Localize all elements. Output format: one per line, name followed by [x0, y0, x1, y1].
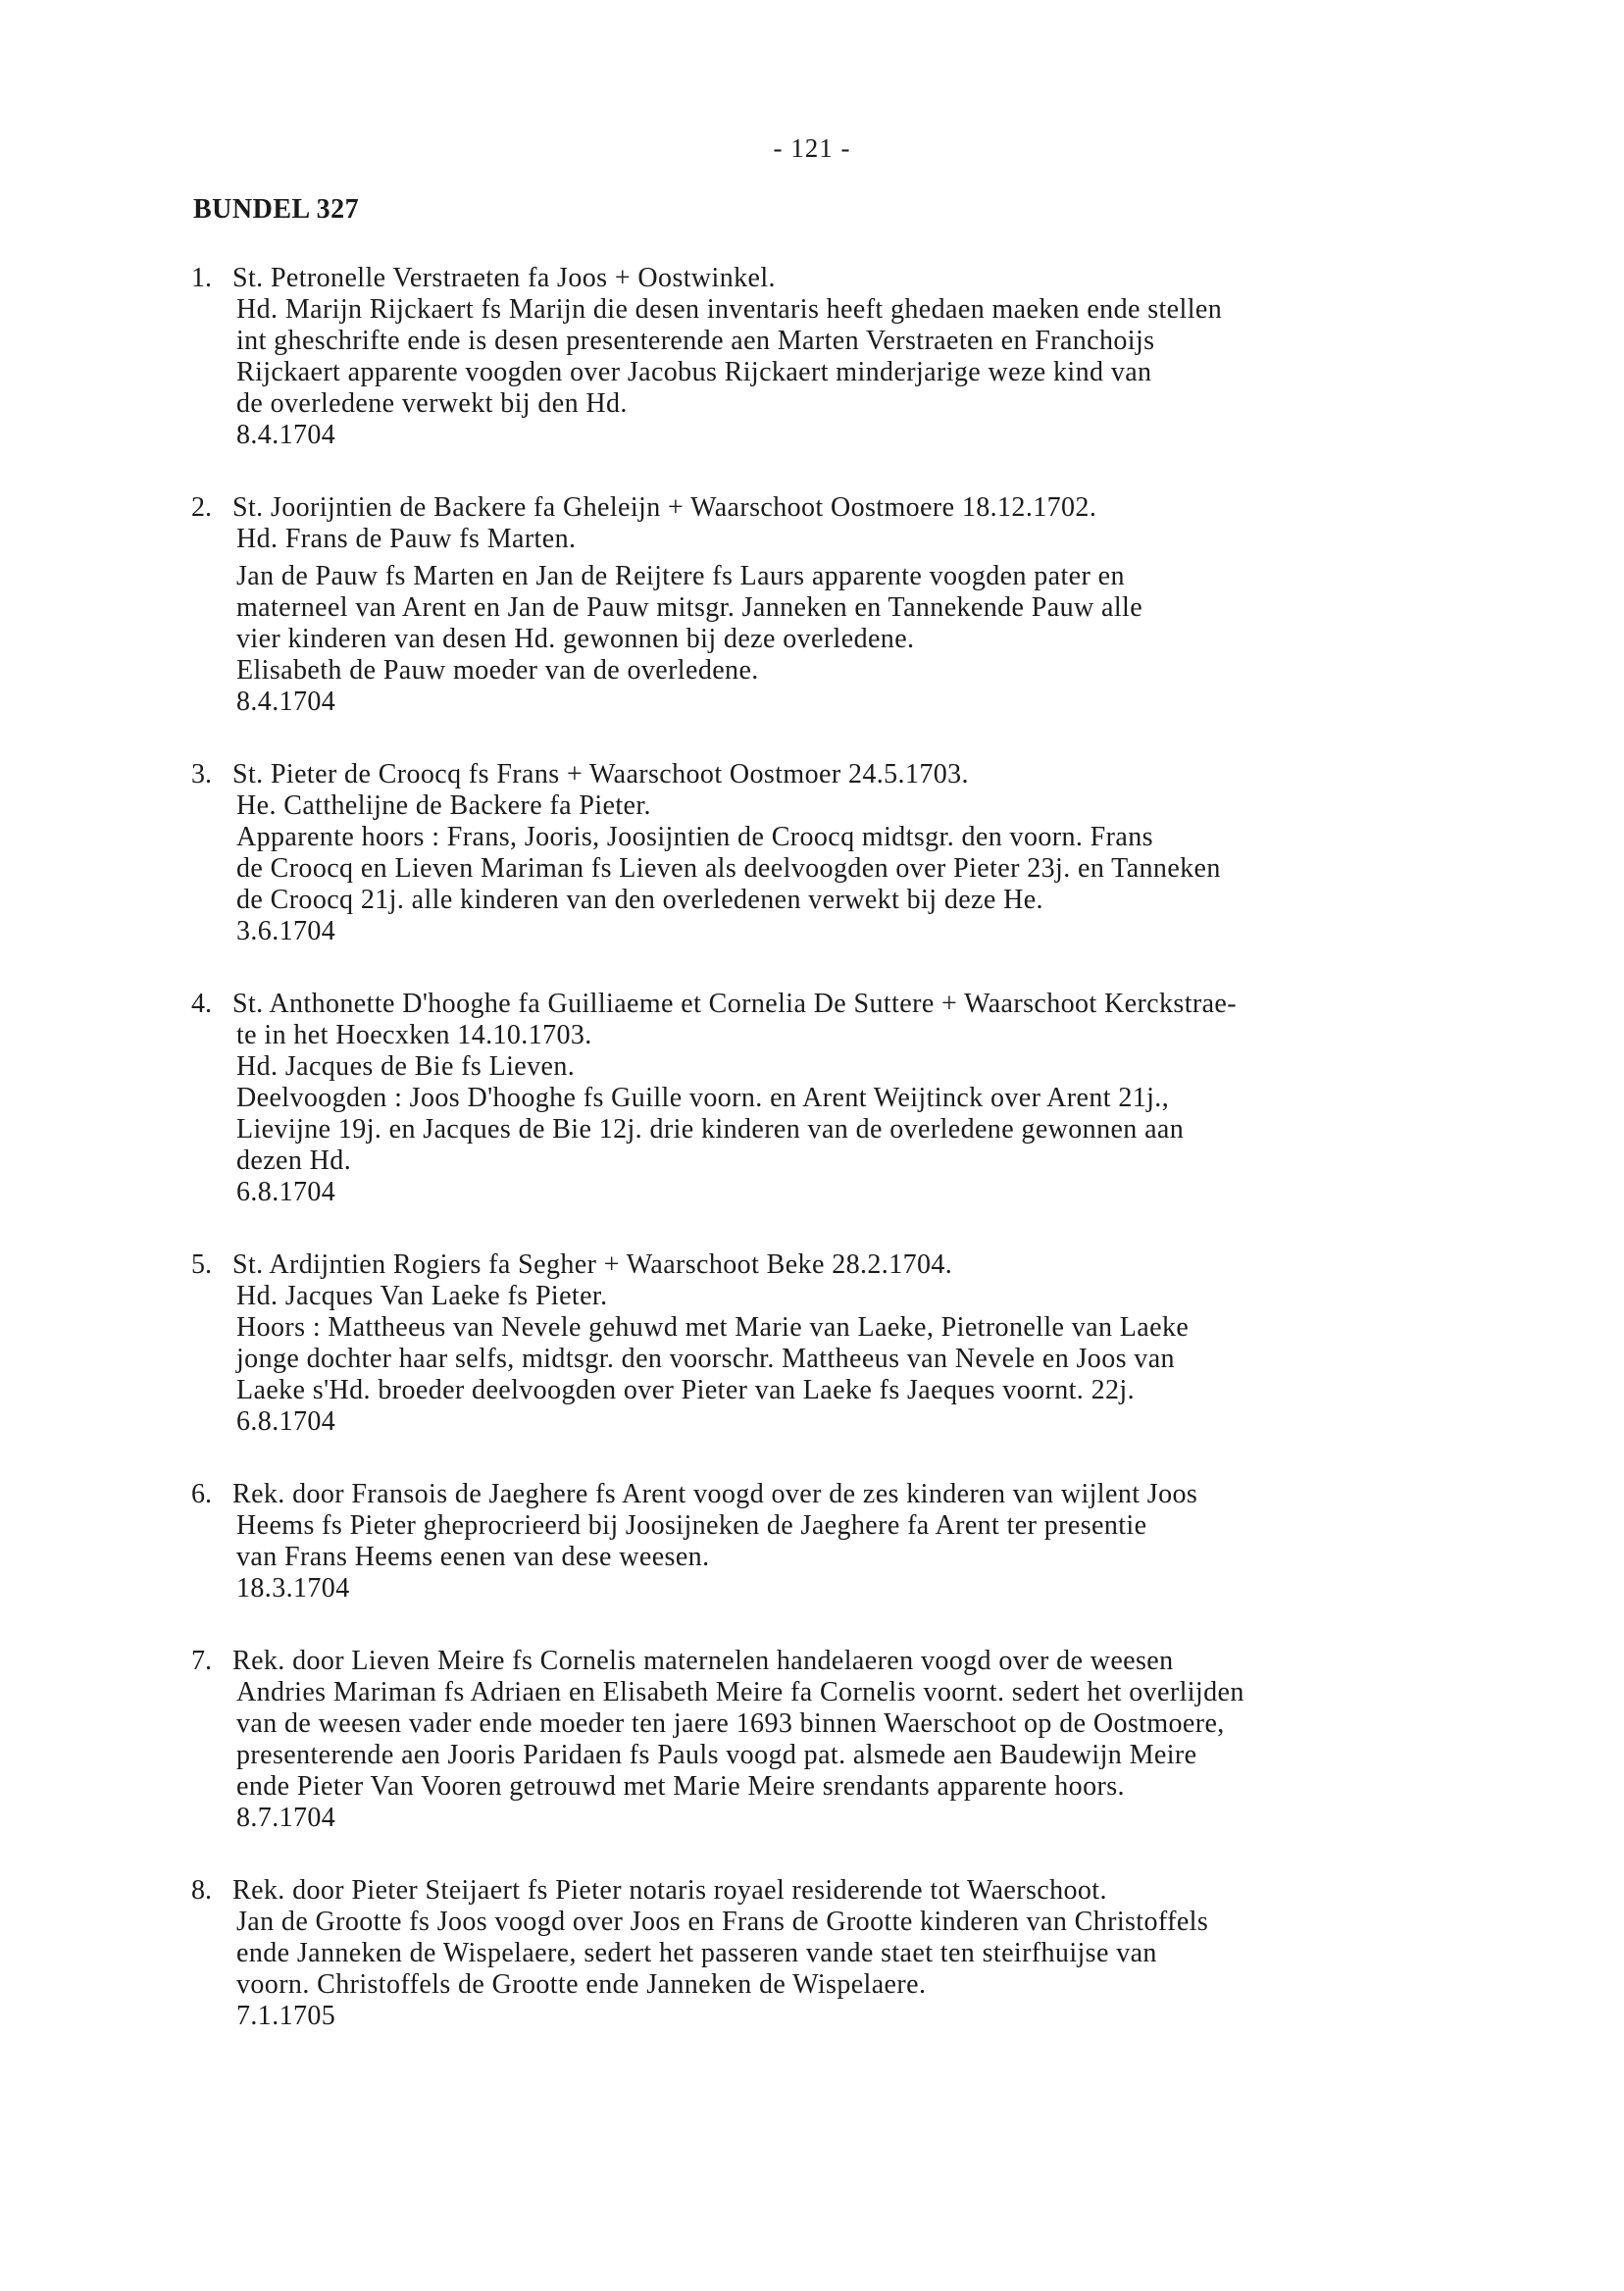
entry-body: [232, 759, 1584, 947]
entry-line: Hd. Jacques Van Laeke fs Pieter.: [236, 1281, 608, 1311]
entry-line: Hd. Jacques de Bie fs Lieven.: [236, 1051, 576, 1082]
entry-line: Rek. door Pieter Steijaert fs Pieter notaris royael residerende tot Waerschoot.: [232, 1875, 1107, 1906]
entry-line: de Croocq en Lieven Mariman fs Lieven als deelvoogden over Pieter 23j. en Tanneken: [236, 853, 1221, 884]
entry-line: He. Catthelijne de Backere fa Pieter.: [236, 790, 651, 821]
entry-7: [191, 1646, 1584, 1834]
entry-line: Andries Mariman fs Adriaen en Elisabeth Meire fa Cornelis voornt. sedert het overlijden: [236, 1677, 1244, 1707]
entry-8: [191, 1875, 1584, 2032]
entry-date: 8.4.1704: [236, 687, 336, 717]
entry-date: 8.7.1704: [236, 1803, 336, 1833]
entry-number: 6.: [191, 1479, 212, 1509]
entry-line: Heems fs Pieter gheprocrieerd bij Joosijneken de Jaeghere fa Arent ter presentie: [236, 1510, 1147, 1541]
entry-line: Hd. Marijn Rijckaert fs Marijn die desen inventaris heeft ghedaen maeken ende stellen: [236, 294, 1223, 325]
entry-line: int gheschrifte ende is desen presenterende aen Marten Verstraeten en Franchoijs: [236, 326, 1155, 356]
entry-line: dezen Hd.: [236, 1146, 352, 1176]
entry-line: jonge dochter haar selfs, midtsgr. den voorschr. Mattheeus van Nevele en Joos van: [236, 1344, 1175, 1374]
entry-line: vier kinderen van desen Hd. gewonnen bij deze overledene.: [236, 624, 915, 654]
entry-line: de Croocq 21j. alle kinderen van den overledenen verwekt bij deze He.: [236, 885, 1043, 915]
entry-line: van de weesen vader ende moeder ten jaere 1693 binnen Waerschoot op de Oostmoere,: [236, 1708, 1225, 1739]
entry-number: 5.: [191, 1249, 212, 1280]
entry-line: de overledene verwekt bij den Hd.: [236, 388, 628, 419]
entry-number: 3.: [191, 759, 212, 789]
entry-line: Laeke s'Hd. broeder deelvoogden over Pieter van Laeke fs Jaeques voornt. 22j.: [236, 1375, 1135, 1405]
entry-number: 1.: [191, 263, 212, 293]
entry-line: Jan de Grootte fs Joos voogd over Joos en Frans de Grootte kinderen van Christoffels: [236, 1907, 1209, 1937]
entry-body: [232, 1875, 1584, 2032]
entry-date: 7.1.1705: [236, 2001, 336, 2031]
entry-body: [232, 1479, 1584, 1604]
entry-line: St. Petronelle Verstraeten fa Joos + Oostwinkel.: [232, 263, 776, 293]
entry-line: materneel van Arent en Jan de Pauw mitsgr. Janneken en Tannekende Pauw alle: [236, 592, 1143, 623]
entry-date: 3.6.1704: [236, 916, 336, 946]
entry-line: Elisabeth de Pauw moeder van de overledene.: [236, 655, 759, 686]
entry-line: Deelvoogden : Joos D'hooghe fs Guille voorn. en Arent Weijtinck over Arent 21j.,: [236, 1083, 1170, 1113]
entry-date: 6.8.1704: [236, 1177, 336, 1207]
entry-number: 4.: [191, 989, 212, 1019]
entry-date: 6.8.1704: [236, 1406, 336, 1437]
entry-number: 2.: [191, 492, 212, 523]
entry-line: St. Joorijntien de Backere fa Gheleijn + Waarschoot Oostmoere 18.12.1702.: [232, 492, 1097, 523]
entry-6: [191, 1479, 1584, 1604]
entry-2: [191, 492, 1584, 718]
entry-line: St. Pieter de Croocq fs Frans + Waarschoot Oostmoer 24.5.1703.: [232, 759, 969, 789]
entry-date: 18.3.1704: [236, 1573, 350, 1604]
entry-body: [232, 492, 1584, 718]
entry-line: van Frans Heems eenen van dese weesen.: [236, 1542, 710, 1572]
entry-line: presenterende aen Jooris Paridaen fs Pauls voogd pat. alsmede aen Baudewijn Meire: [236, 1740, 1197, 1770]
entry-line: St. Anthonette D'hooghe fa Guilliaeme et Cornelia De Suttere + Waarschoot Kerckstrae-: [232, 989, 1237, 1019]
entry-line: Apparente hoors : Frans, Jooris, Joosijntien de Croocq midtsgr. den voorn. Frans: [236, 822, 1153, 852]
entry-line: Jan de Pauw fs Marten en Jan de Reijtere fs Laurs apparente voogden pater en: [236, 561, 1125, 591]
entry-line: Rek. door Fransois de Jaeghere fs Arent voogd over de zes kinderen van wijlent Joos: [232, 1479, 1198, 1509]
entry-number: 8.: [191, 1875, 212, 1906]
entry-number: 7.: [191, 1646, 212, 1676]
entry-date: 8.4.1704: [236, 420, 336, 450]
entry-line: Hoors : Mattheeus van Nevele gehuwd met Marie van Laeke, Pietronelle van Laeke: [236, 1312, 1190, 1343]
entry-line: Rijckaert apparente voogden over Jacobus Rijckaert minderjarige weze kind van: [236, 357, 1152, 387]
entries-list: [191, 263, 1584, 2073]
entry-line: voorn. Christoffels de Grootte ende Janneken de Wispelaere.: [236, 1969, 927, 2000]
entry-line: Rek. door Lieven Meire fs Cornelis maternelen handelaeren voogd over de weesen: [232, 1646, 1174, 1676]
entry-line: St. Ardijntien Rogiers fa Segher + Waarschoot Beke 28.2.1704.: [232, 1249, 953, 1280]
entry-body: [232, 263, 1584, 451]
page-number: - 121 -: [773, 133, 851, 163]
entry-body: [232, 1249, 1584, 1438]
entry-4: [191, 989, 1584, 1208]
entry-3: [191, 759, 1584, 947]
bundel-title: BUNDEL 327: [193, 194, 360, 225]
entry-line: ende Pieter Van Vooren getrouwd met Marie Meire srendants apparente hoors.: [236, 1771, 1125, 1802]
entry-line: ende Janneken de Wispelaere, sedert het passeren vande staet ten steirfhuijse van: [236, 1938, 1157, 1968]
entry-line: Lievijne 19j. en Jacques de Bie 12j. drie kinderen van de overledene gewonnen aan: [236, 1114, 1185, 1145]
entry-line: Hd. Frans de Pauw fs Marten.: [236, 524, 577, 554]
entry-body: [232, 1646, 1584, 1834]
entry-body: [232, 989, 1584, 1208]
entry-line: te in het Hoecxken 14.10.1703.: [236, 1020, 592, 1050]
entry-5: [191, 1249, 1584, 1438]
entry-1: [191, 263, 1584, 451]
